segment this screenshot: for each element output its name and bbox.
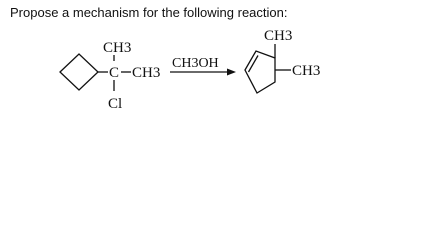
- product-right-methyl-label: CH3: [292, 63, 321, 79]
- reactant-chlorine-label: Cl: [108, 96, 123, 112]
- reactant-carbon-label: C: [109, 65, 120, 81]
- product-top-methyl-label: CH3: [264, 28, 293, 44]
- cyclobutane-ring: [60, 54, 98, 90]
- reactant-top-methyl-label: CH3: [103, 40, 132, 56]
- reaction-arrow-group: [170, 56, 236, 76]
- reaction-arrowhead: [227, 69, 236, 76]
- cyclopentene-double-bond: [249, 56, 259, 73]
- reactant-structure: [60, 40, 160, 112]
- product-structure: [245, 28, 320, 93]
- cyclopentene-ring: [245, 51, 275, 93]
- reagent-label: CH3OH: [172, 56, 219, 71]
- question-prompt: Propose a mechanism for the following reaction:: [10, 5, 288, 20]
- reactant-right-methyl-label: CH3: [132, 65, 161, 81]
